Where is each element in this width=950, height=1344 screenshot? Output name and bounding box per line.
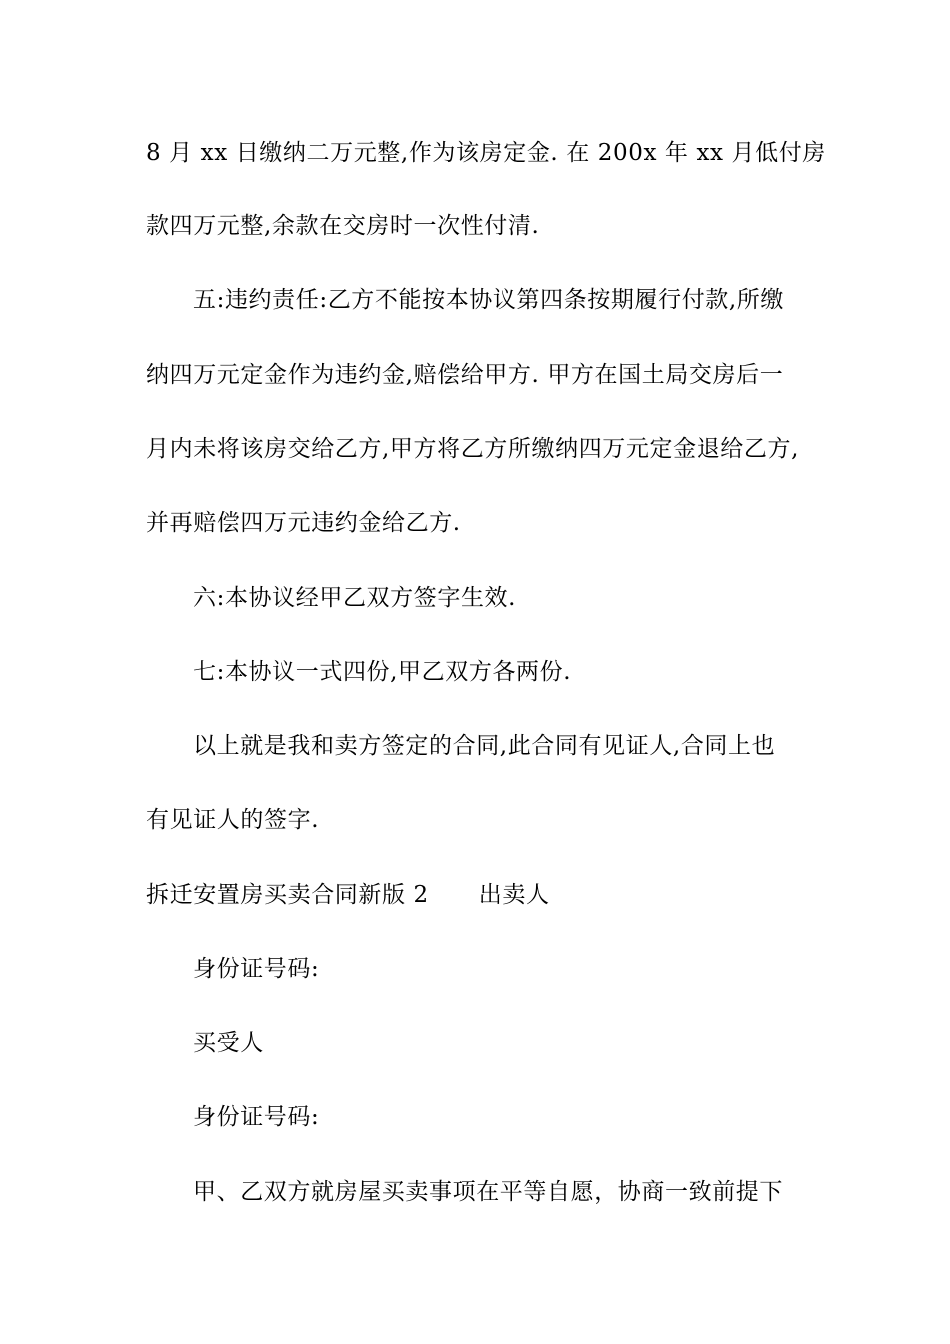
summary-line: 以上就是我和卖方签定的合同,此合同有见证人,合同上也 [193,733,776,759]
contract-heading [146,880,826,910]
paragraph-line: 月内未将该房交给乙方,甲方将乙方所缴纳四万元定金退给乙方, [146,436,800,462]
clause-six-line: 六:本协议经甲乙双方签字生效. [193,585,517,611]
paragraph-line: 8 月 xx 日缴纳二万元整,作为该房定金. 在 200x 年 xx 月低付房 [146,140,826,166]
paragraph-line: 纳四万元定金作为违约金,赔偿给甲方. 甲方在国土局交房后一 [146,362,784,388]
buyer-id-field: 身份证号码: [193,1104,320,1130]
clause-five-line: 五:违约责任:乙方不能按本协议第四条按期履行付款,所缴 [193,287,785,313]
agreement-intro-line: 甲、乙双方就房屋买卖事项在平等自愿，协商一致前提下 [193,1179,783,1205]
paragraph-line: 有见证人的签字. [146,807,320,833]
paragraph-line: 并再赔偿四万元违约金给乙方. [146,510,461,536]
paragraph-line: 款四万元整,余款在交房时一次性付清. [146,213,540,239]
seller-id-field: 身份证号码: [193,956,320,982]
buyer-label: 买受人 [193,1030,264,1056]
contract-title: 拆迁安置房买卖合同新版 2 [146,882,429,908]
clause-seven-line: 七:本协议一式四份,甲乙双方各两份. [193,659,572,685]
seller-label: 出卖人 [478,882,550,908]
